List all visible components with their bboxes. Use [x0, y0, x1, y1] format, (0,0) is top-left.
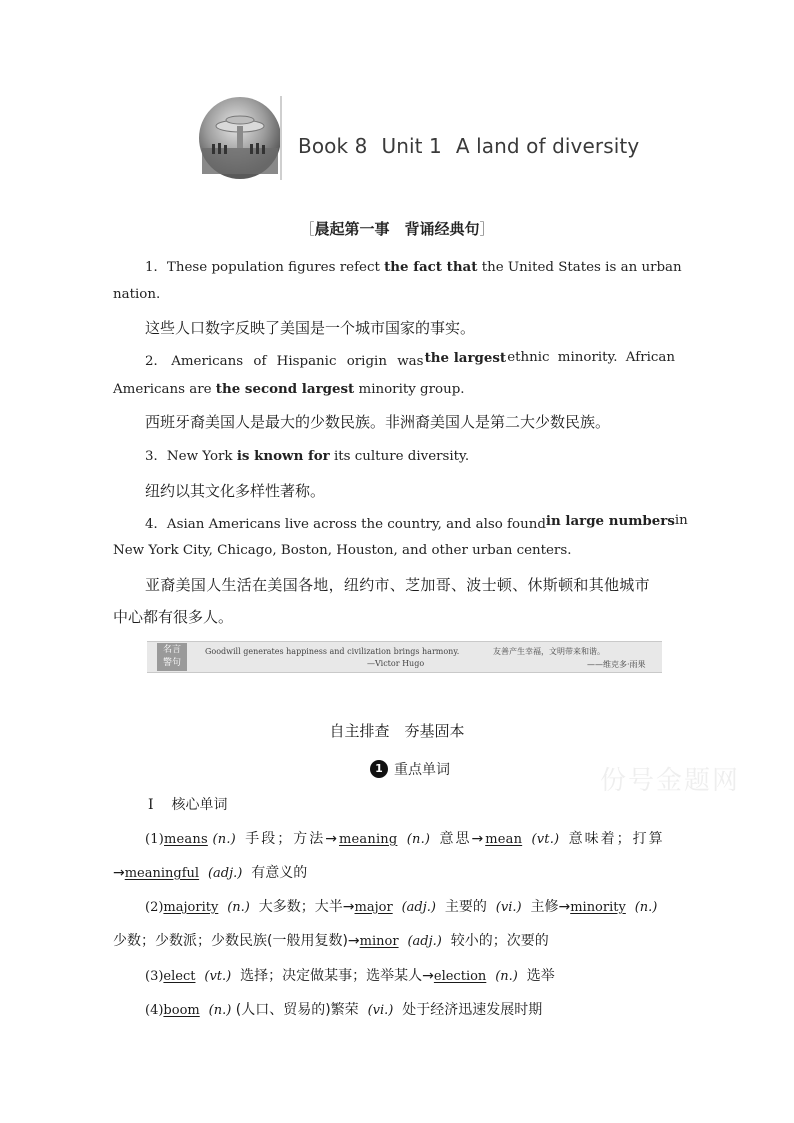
sentence-2 — [145, 350, 675, 369]
definition: 选举 — [526, 968, 555, 984]
arrow: → — [113, 865, 125, 881]
sentence-4 — [145, 513, 688, 532]
part-of-speech: (n.) — [634, 900, 658, 915]
definition: 较小的；次要的 — [450, 933, 549, 949]
part-of-speech: (adj.) — [401, 900, 436, 915]
vocab-item-1 — [145, 828, 665, 848]
quote-english: Goodwill generates happiness and civilization brings harmony. — [205, 647, 460, 656]
sentence-4-translation-2: 中心都有很多人。 — [113, 608, 234, 626]
vocab-word: majority — [163, 900, 219, 915]
sentence-3-translation: 纽约以其文化多样性著称。 — [145, 482, 326, 500]
vocab-answer: minor — [359, 934, 399, 949]
definition: 主要的 — [444, 899, 487, 915]
sentence-1-translation: 这些人口数字反映了美国是一个城市国家的事实。 — [145, 319, 476, 337]
book-label: Book 8 — [298, 134, 368, 158]
sentence-text: in — [674, 513, 688, 528]
vocab-answer: meaning — [339, 832, 398, 847]
vocab-answer: meaningful — [124, 866, 200, 881]
part-of-speech: (vt.) — [531, 832, 560, 847]
sentence-1 — [145, 256, 682, 275]
definition: 少数；少数派；少数民族(一般用复数)→ — [113, 933, 360, 949]
bracket-left: ［ — [299, 220, 315, 238]
item-number: (4) — [145, 1003, 164, 1018]
sentence-2-cont — [113, 381, 465, 397]
key-phrase: in large numbers — [545, 513, 675, 529]
core-words-title: 核心单词 — [171, 797, 228, 813]
vocab-item-2 — [145, 896, 657, 916]
part-of-speech: (n.) — [495, 969, 518, 984]
part-of-speech: (adj.) — [207, 866, 243, 881]
part-of-speech: (n.) — [208, 1003, 232, 1018]
unit-name: A land of diversity — [455, 134, 640, 158]
item-number: (2) — [145, 900, 164, 915]
sentence-number: 2． — [145, 354, 167, 369]
sentence-text: minority group. — [358, 382, 465, 397]
sentence-1-cont — [113, 287, 160, 302]
item-number: (1) — [145, 832, 165, 847]
definition: 大多数；大半→ — [258, 899, 355, 915]
sentence-4-translation-1: 亚裔美国人生活在美国各地，纽约市、芝加哥、波士顿、休斯顿和其他城市 — [145, 576, 650, 594]
key-phrase: is known for — [236, 448, 330, 464]
sentence-number: 4． — [145, 517, 167, 532]
watermark: 份号金题网 — [600, 766, 741, 796]
part-of-speech: (adj.) — [407, 934, 442, 949]
key-phrase: the largest — [424, 350, 507, 366]
part-of-speech: (n.) — [227, 900, 250, 915]
vocab-item-3 — [145, 965, 555, 985]
vocab-item-1-cont — [113, 862, 307, 882]
unit-title — [298, 134, 639, 158]
sentence-text: ethnic minority. African — [507, 350, 675, 365]
sentence-text: Americans are — [113, 382, 212, 397]
self-study-heading: 自主排查 夯基固本 — [329, 722, 465, 740]
sentence-number: 1． — [145, 260, 167, 275]
definition: 有意义的 — [251, 865, 308, 881]
quote-chinese-author: ——维克多·雨果 — [587, 660, 646, 669]
quote-tag-line-1: 名言 — [162, 645, 181, 655]
vocab-item-4 — [145, 999, 542, 1019]
unit-label: Unit 1 — [381, 134, 442, 158]
quote-banner — [147, 641, 662, 673]
part-of-speech: (n.) — [212, 832, 236, 847]
unit-cover-image — [198, 96, 282, 180]
definition: 主修→ — [530, 899, 571, 915]
vocab-answer: major — [354, 900, 393, 915]
sentence-text: New York City, Chicago, Boston, Houston, and other urban centers. — [113, 543, 572, 558]
roman-numeral: Ⅰ — [148, 797, 154, 813]
sentence-text: its culture diversity. — [333, 449, 470, 464]
vocab-answer: election — [433, 969, 487, 984]
vocab-answer: minority — [570, 900, 626, 915]
core-words-heading — [148, 794, 228, 814]
bracket-right: ］ — [479, 220, 495, 238]
vocab-word: boom — [163, 1003, 200, 1018]
quote-chinese: 友善产生幸福，文明带来和谐。 — [493, 647, 605, 656]
sentence-3 — [145, 445, 469, 464]
sentence-text: nation. — [113, 287, 161, 302]
sentence-text: These population figures refect — [166, 260, 380, 275]
definition: 选择；决定做某事；选举某人→ — [240, 968, 434, 984]
part-of-speech: (vt.) — [204, 969, 232, 984]
part-of-speech: (vi.) — [367, 1003, 394, 1018]
vocab-item-2-cont — [113, 930, 549, 950]
definition: 处于经济迅速发展时期 — [402, 1002, 543, 1018]
vocab-answer: mean — [485, 832, 523, 847]
vocab-word: elect — [163, 969, 196, 984]
quote-tag-line-2: 警句 — [162, 658, 181, 668]
key-phrase: the second largest — [215, 381, 355, 397]
morning-section-heading — [0, 218, 794, 239]
sentence-2-translation: 西班牙裔美国人是最大的少数民族。非洲裔美国人是第二大少数民族。 — [145, 413, 611, 431]
part-of-speech: (vi.) — [495, 900, 522, 915]
definition: (人口、贸易的)繁荣 — [235, 1002, 359, 1018]
sentence-text: New York — [166, 449, 233, 464]
key-words-title: 重点单词 — [394, 762, 450, 778]
sentence-text: Asian Americans live across the country, and also found — [166, 517, 546, 532]
quote-tag — [157, 643, 187, 671]
definition: 意思→ — [439, 831, 486, 847]
vocab-word: means — [164, 832, 208, 847]
key-words-heading — [370, 759, 450, 779]
definition: 意味着；打算 — [568, 831, 665, 847]
definition: 手段；方法→ — [245, 831, 339, 847]
section-number-badge: 1 — [370, 760, 388, 778]
morning-section-title: 晨起第一事 背诵经典句 — [314, 220, 480, 238]
item-number: (3) — [145, 969, 164, 984]
sentence-4-cont — [113, 543, 571, 558]
sentence-number: 3． — [145, 449, 167, 464]
quote-english-author: —Victor Hugo — [367, 659, 425, 668]
key-phrase: the fact that — [384, 259, 478, 275]
sentence-text: Americans of Hispanic origin was — [171, 354, 424, 369]
sentence-text: the United States is an urban — [481, 260, 682, 275]
part-of-speech: (n.) — [406, 832, 431, 847]
